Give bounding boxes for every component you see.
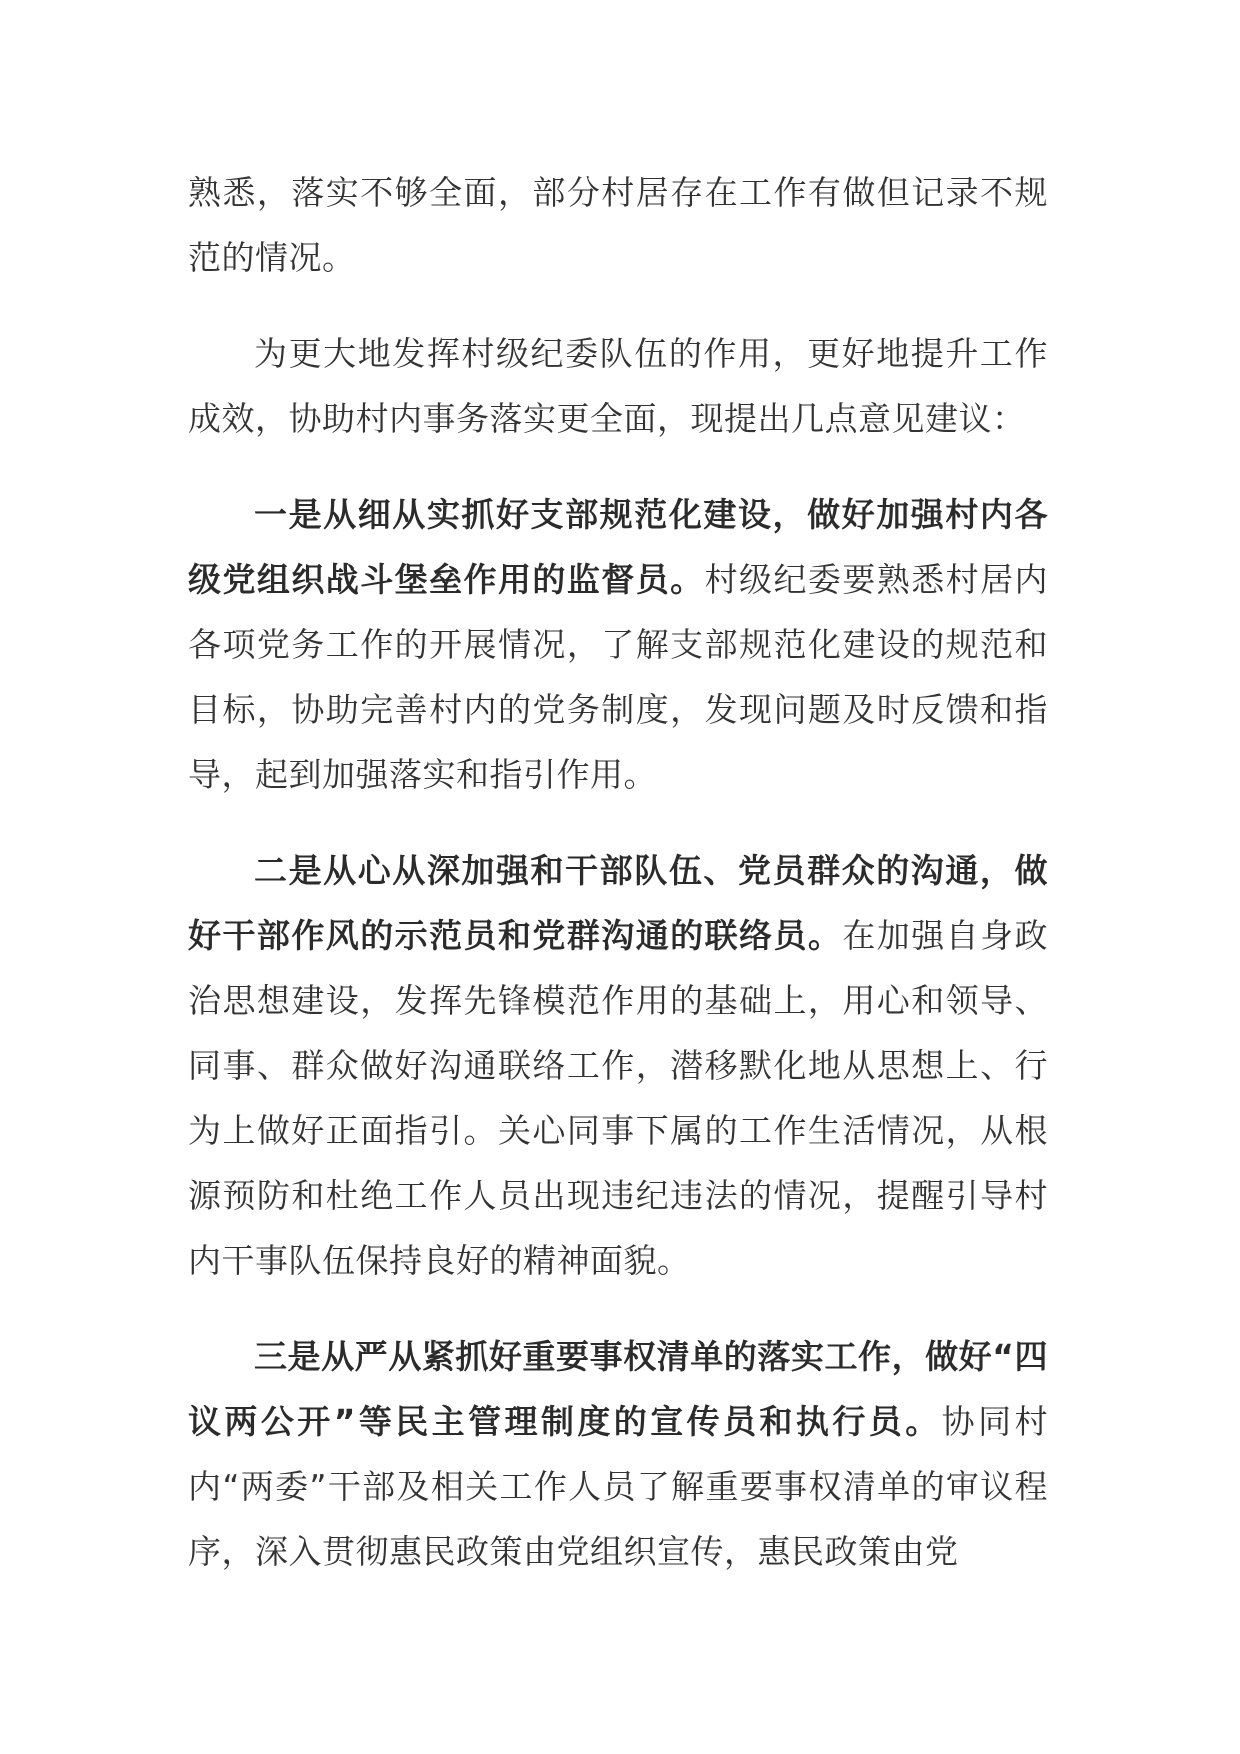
- paragraph-body: 协同村内“两委”干部及相关工作人员了解重要事权清单的审议程序，深入贯彻惠民政策由党组织宣传，惠民政策由党: [188, 1402, 1048, 1571]
- paragraph-continuation: [188, 160, 1048, 290]
- document-page: [188, 160, 1048, 1584]
- paragraph-body: 在加强自身政治思想建设，发挥先锋模范作用的基础上，用心和领导、同事、群众做好沟通联络工作，潜移默化地从思想上、行为上做好正面指引。关心同事下属的工作生活情况，从根源预防和杜绝工作人员出现违纪违法的情况，提醒引导村内干事队伍保持良好的精神面貌。: [188, 916, 1048, 1280]
- paragraph-body: 为更大地发挥村级纪委队伍的作用，更好地提升工作成效，协助村内事务落实更全面，现提出几点意见建议：: [188, 334, 1048, 438]
- paragraph-suggestion-1: [188, 482, 1048, 807]
- paragraph-suggestion-2: [188, 838, 1048, 1293]
- paragraph-lead-heading: 三是从严从紧抓好重要事权清单的落实工作，做好“四议两公开”等民主管理制度的宣传员和执行员。: [188, 1337, 1048, 1441]
- paragraph-body: 村级纪委要熟悉村居内各项党务工作的开展情况，了解支部规范化建设的规范和目标，协助完善村内的党务制度，发现问题及时反馈和指导，起到加强落实和指引作用。: [188, 560, 1048, 794]
- paragraph-suggestion-3: [188, 1324, 1048, 1584]
- paragraph-body: 熟悉，落实不够全面，部分村居存在工作有做但记录不规范的情况。: [188, 173, 1048, 277]
- paragraph-intro: [188, 321, 1048, 451]
- paragraph-lead-heading: 一是从细从实抓好支部规范化建设，做好加强村内各级党组织战斗堡垒作用的监督员。: [188, 495, 1048, 599]
- paragraph-lead-heading: 二是从心从深加强和干部队伍、党员群众的沟通，做好干部作风的示范员和党群沟通的联络员。: [188, 851, 1048, 955]
